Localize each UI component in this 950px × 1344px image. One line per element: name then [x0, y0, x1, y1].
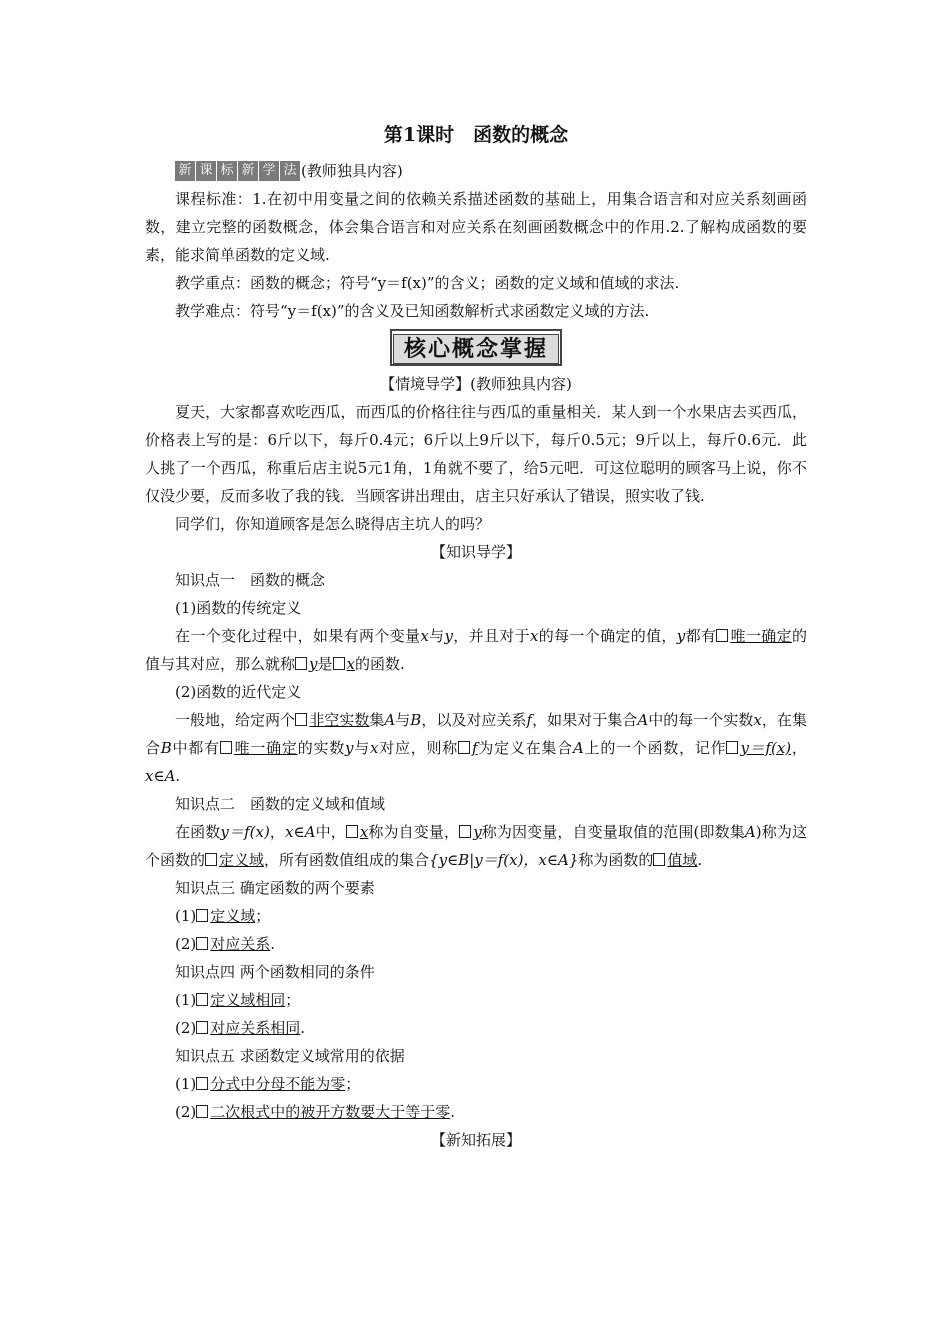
answer-box	[459, 825, 471, 838]
answer-text: 定义域相同	[210, 991, 286, 1009]
kp4-title: 知识点四 两个函数相同的条件	[175, 963, 375, 981]
answer-box	[196, 937, 208, 950]
answer-text: y	[309, 655, 318, 673]
answer-box	[716, 629, 728, 642]
answer-text: 定义域	[210, 907, 256, 925]
kp1-paragraph2: 一般地，给定两个 非空实数集A与B，以及对应关系f，如果对于集合A中的每一个实数x，在集合B中都有 唯一确定的实数y与x对应，则称 f为定义在集合A上的一个函数，记作 y＝f(x)，x∈A.	[145, 711, 807, 785]
answer-box	[196, 1021, 208, 1034]
tag-char: 新	[175, 161, 195, 181]
teacher-tag-row	[145, 157, 807, 185]
answer-text: x	[359, 823, 369, 841]
answer-text: y	[473, 823, 482, 841]
tag-note: (教师独具内容)	[301, 162, 403, 180]
tag-char: 学	[259, 161, 279, 181]
answer-text: 值域	[667, 851, 698, 869]
kp2-paragraph: 在函数y＝f(x)，x∈A中， x称为自变量， y称为因变量，自变量取值的范围(即数集A)称为这个函数的 定义域，所有函数值组成的集合{y∈B|y＝f(x)，x∈A}称为函数的 值域.	[145, 823, 807, 869]
kp1-sub1: (1)函数的传统定义	[175, 599, 302, 617]
kp1-title: 知识点一 函数的概念	[175, 571, 326, 589]
kp3-item1: (1) 定义域；	[175, 907, 271, 925]
answer-text: 非空实数	[309, 711, 370, 729]
answer-box	[295, 657, 307, 670]
kp5-title: 知识点五 求函数定义域常用的依据	[175, 1047, 405, 1065]
answer-text: 分式中分母不能为零	[210, 1075, 346, 1093]
banner-text: 核心概念掌握	[393, 334, 559, 364]
answer-box	[653, 853, 665, 866]
teaching-difficulty: 教学难点：符号“y＝f(x)”的含义及已知函数解析式求函数定义域的方法.	[175, 302, 650, 320]
answer-text: y＝f(x)	[740, 739, 792, 757]
extension-heading: 【新知拓展】	[430, 1131, 521, 1149]
answer-text: 对应关系相同	[210, 1019, 301, 1037]
answer-box	[458, 741, 470, 754]
section-banner	[145, 329, 807, 366]
tag-char: 课	[196, 161, 216, 181]
answer-text: 二次根式中的被开方数要大于等于零	[210, 1103, 451, 1121]
kp3-title: 知识点三 确定函数的两个要素	[175, 879, 375, 897]
teaching-key-point: 教学重点：函数的概念；符号“y＝f(x)”的含义；函数的定义域和值域的求法.	[175, 274, 680, 292]
answer-text: 对应关系	[210, 935, 271, 953]
situation-question: 同学们，你知道顾客是怎么晓得店主坑人的吗？	[175, 515, 491, 533]
answer-box	[196, 993, 208, 1006]
kp2-title: 知识点二 函数的定义域和值域	[175, 795, 386, 813]
answer-text: f	[472, 739, 478, 757]
knowledge-heading: 【知识导学】	[430, 543, 521, 561]
kp3-item2: (2) 对应关系.	[175, 935, 276, 953]
answer-box	[196, 1105, 208, 1118]
kp1-sub2: (2)函数的近代定义	[175, 683, 302, 701]
answer-box	[333, 657, 345, 670]
answer-box	[346, 825, 358, 838]
situation-heading: 【情境导学】(教师独具内容)	[380, 375, 572, 393]
kp4-item2: (2) 对应关系相同.	[175, 1019, 306, 1037]
answer-box	[220, 741, 232, 754]
tag-char: 新	[238, 161, 258, 181]
tag-char: 标	[217, 161, 237, 181]
kp4-item1: (1) 定义域相同；	[175, 991, 301, 1009]
lesson-title: 第1课时 函数的概念	[383, 124, 569, 146]
answer-box	[196, 1077, 208, 1090]
kp1-paragraph1: 在一个变化过程中，如果有两个变量x与y，并且对于x的每一个确定的值，y都有 唯一确定的值与其对应，那么就称 y是 x的函数.	[145, 627, 807, 673]
answer-text: 唯一确定	[730, 627, 792, 645]
course-standard: 课程标准：1.在初中用变量之间的依赖关系描述函数的基础上，用集合语言和对应关系刻画函数，建立完整的函数概念，体会集合语言和对应关系在刻画函数概念中的作用.2.了解构成函数的要素，能求简单函数的定义域.	[145, 190, 807, 264]
answer-box	[295, 713, 307, 726]
kp5-item1: (1) 分式中分母不能为零；	[175, 1075, 361, 1093]
document-page	[145, 120, 807, 1154]
answer-box	[726, 741, 738, 754]
answer-box	[196, 909, 208, 922]
tag-char: 法	[280, 161, 300, 181]
situation-paragraph: 夏天，大家都喜欢吃西瓜，而西瓜的价格往往与西瓜的重量相关．某人到一个水果店去买西瓜，价格表上写的是：6斤以下，每斤0.4元；6斤以上9斤以下，每斤0.5元；9斤以上，每斤0.6元．此人挑了一个西瓜，称重后店主说5元1角，1角就不要了，给5元吧．可这位聪明的顾客马上说，你不仅没少要，反而多收了我的钱．当顾客讲出理由，店主只好承认了错误，照实收了钱.	[145, 403, 807, 505]
answer-text: 唯一确定	[233, 739, 298, 757]
answer-box	[205, 853, 217, 866]
answer-text: 定义域	[219, 851, 265, 869]
kp5-item2: (2) 二次根式中的被开方数要大于等于零.	[175, 1103, 456, 1121]
answer-text: x	[346, 655, 355, 673]
